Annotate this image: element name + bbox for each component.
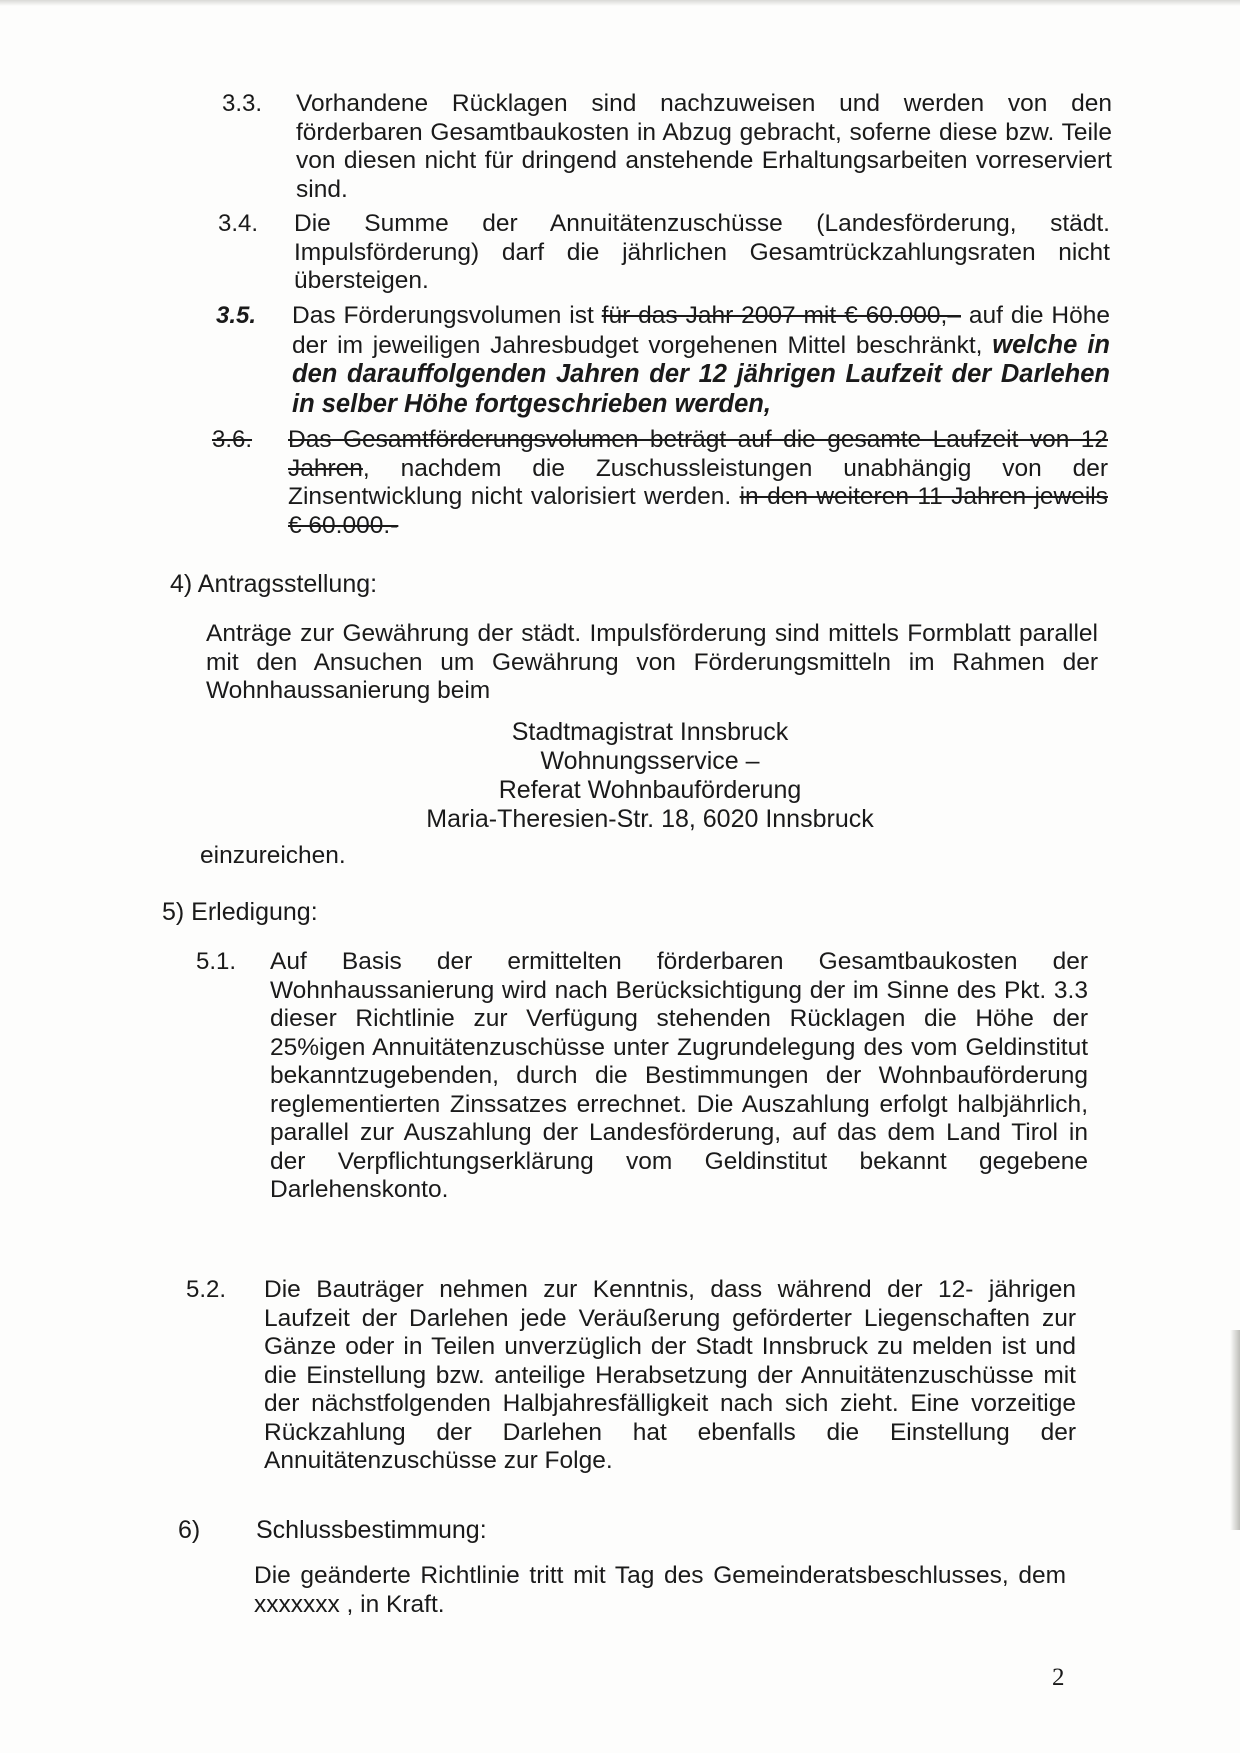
section-3-3-number: 3.3. xyxy=(222,90,263,117)
section-3-6-struck-b: in den weiteren 11 Jahren jeweils € 60.000.- xyxy=(288,483,1108,539)
section-3-5-text xyxy=(292,302,1110,419)
scan-edge-right xyxy=(1230,1330,1240,1530)
address-line-3: Referat Wohnbauförderung xyxy=(498,776,802,804)
section-3-6-text xyxy=(288,426,1108,540)
scan-edge-top xyxy=(0,0,1240,6)
section-3-4-text: Die Summe der Annuitätenzuschüsse (Landesförderung, städt. Impulsförderung) darf die jährlichen Gesamtrückzahlungsraten nicht übersteigen. xyxy=(294,210,1110,294)
section-3-5-emphasis: welche in den darauffolgenden Jahren der 12 jährigen Laufzeit der Darlehen in selber Höhe fortgeschrieben werden, xyxy=(292,330,1110,418)
page-number: 2 xyxy=(1052,1664,1065,1691)
section-3-4-number: 3.4. xyxy=(218,210,259,237)
section-3-5-text-after: auf die Höhe der im jeweiligen Jahresbudget vorgehenen Mittel beschränkt, xyxy=(292,302,1111,359)
section-5-heading: 5) Erledigung: xyxy=(162,898,318,926)
section-5-2-text: Die Bauträger nehmen zur Kenntnis, dass während der 12- jährigen Laufzeit der Darlehen jede Veräußerung geförderter Liegenschaften zur Gänze oder in Teilen unverzüglich der Stadt Innsbruck zu melden ist und die Einstellung bzw. anteilige Herabsetzung der Annuitätenzuschüsse mit der nächstfolgenden Halbjahresfälligkeit nach sich zieht. Eine vorzeitige Rückzahlung der Darlehen hat ebenfalls die Einstellung der Annuitätenzuschüsse zur Folge. xyxy=(264,1276,1076,1474)
section-4-heading: 4) Antragsstellung: xyxy=(170,570,378,598)
section-3-5-number: 3.5. xyxy=(216,302,257,329)
section-3-6-number-struck: 3.6. xyxy=(212,426,253,453)
section-5-1-number: 5.1. xyxy=(196,948,237,975)
section-6-number: 6) xyxy=(178,1516,201,1544)
address-line-1: Stadtmagistrat Innsbruck xyxy=(511,718,789,746)
section-3-6-struck-a: Das Gesamtförderungsvolumen beträgt auf die gesamte Laufzeit von 12 Jahren xyxy=(288,426,1108,482)
address-line-4: Maria-Theresien-Str. 18, 6020 Innsbruck xyxy=(426,805,874,833)
section-4-address xyxy=(360,718,940,834)
section-3-5-struck-text: für das Jahr 2007 mit € 60.000,– xyxy=(601,302,961,329)
section-5-1-text: Auf Basis der ermittelten förderbaren Gesamtbaukosten der Wohnhaussanierung wird nach Berücksichtigung der im Sinne des Pkt. 3.3 dieser Richtlinie zur Verfügung stehenden Rücklagen die Höhe der 25%igen Annuitätenzuschüsse unter Zugrundelegung des vom Geldinstitut bekanntzugebenden, durch die Bestimmungen der Wohnbauförderung reglementierten Zinssatzes errechnet. Die Auszahlung erfolgt halbjährlich, parallel zur Auszahlung der Landesförderung, auf das dem Land Tirol in der Verpflichtungserklärung vom Geldinstitut bekannt gegebene Darlehenskonto. xyxy=(270,948,1088,1203)
section-4-closing: einzureichen. xyxy=(200,842,346,869)
section-3-6-main-text: , nachdem die Zuschussleistungen unabhängig von der Zinsentwicklung nicht valorisiert werden. xyxy=(288,454,1108,510)
section-5-2-number: 5.2. xyxy=(186,1276,227,1303)
section-6-text: Die geänderte Richtlinie tritt mit Tag des Gemeinderatsbeschlusses, dem xxxxxxx , in Kraft. xyxy=(254,1562,1066,1618)
section-3-3-text: Vorhandene Rücklagen sind nachzuweisen und werden von den förderbaren Gesamtbaukosten in Abzug gebracht, soferne diese bzw. Teile von diesen nicht für dringend anstehende Erhaltungsarbeiten vorreserviert sind. xyxy=(296,90,1112,203)
section-4-text: Anträge zur Gewährung der städt. Impulsförderung sind mittels Formblatt parallel mit den Ansuchen um Gewährung von Förderungsmitteln im Rahmen der Wohnhaussanierung beim xyxy=(206,620,1098,704)
section-3-5-text-before: Das Förderungsvolumen ist xyxy=(292,302,602,329)
section-6-heading: Schlussbestimmung: xyxy=(256,1516,487,1544)
address-line-2: Wohnungsservice – xyxy=(540,747,760,775)
